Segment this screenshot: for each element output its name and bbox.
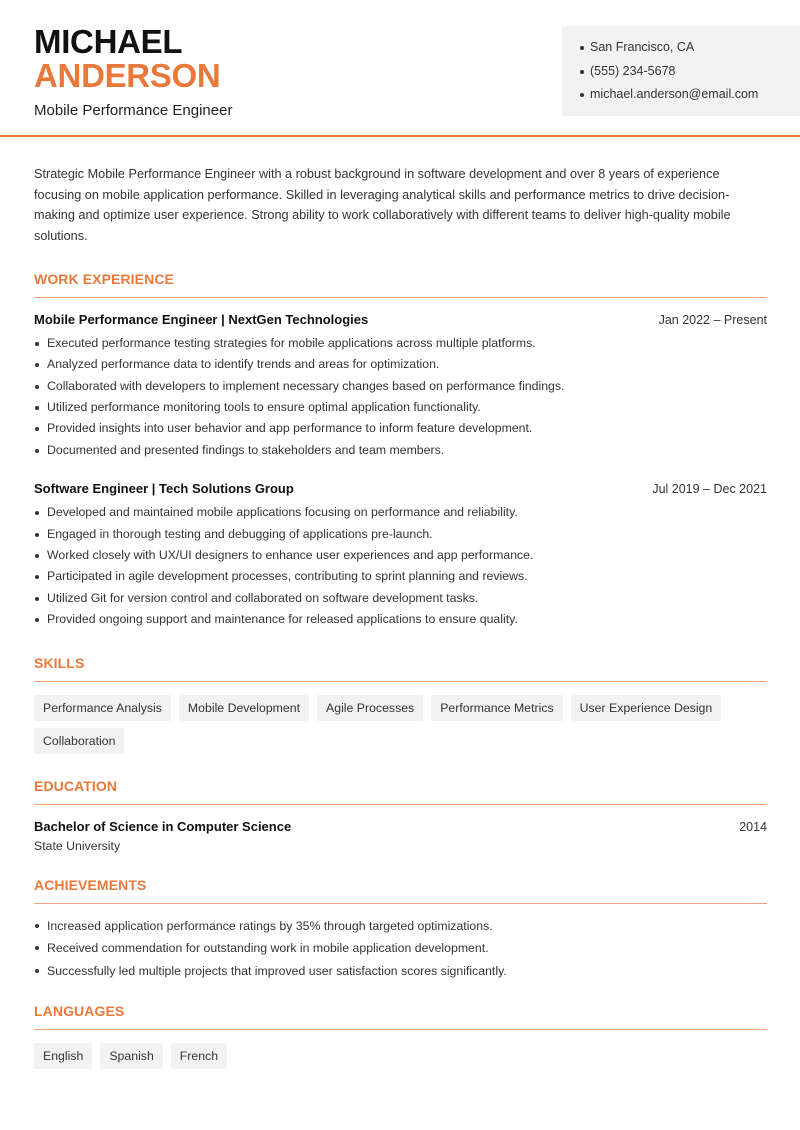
education-year: 2014 xyxy=(739,819,767,834)
name-block xyxy=(34,23,233,119)
job-head xyxy=(34,312,767,327)
contact-location: San Francisco, CA xyxy=(580,36,800,60)
list-item: Engaged in thorough testing and debugging of applications pre-launch. xyxy=(34,524,767,545)
education-degree: Bachelor of Science in Computer Science xyxy=(34,818,292,834)
list-item: Utilized Git for version control and collaborated on software development tasks. xyxy=(34,588,767,609)
skill-tag: Agile Processes xyxy=(317,695,423,721)
skill-tag: Performance Analysis xyxy=(34,695,171,721)
list-item: Executed performance testing strategies for mobile applications across multiple platforms. xyxy=(34,333,767,354)
list-item: Worked closely with UX/UI designers to enhance user experiences and app performance. xyxy=(34,545,767,566)
section-title-languages: LANGUAGES xyxy=(34,1003,767,1030)
list-item: Documented and presented findings to stakeholders and team members. xyxy=(34,440,767,461)
section-title-work: WORK EXPERIENCE xyxy=(34,271,767,298)
education-head xyxy=(34,819,767,834)
last-name: ANDERSON xyxy=(34,57,221,94)
list-item: Successfully led multiple projects that improved user satisfaction scores significantly. xyxy=(34,960,767,982)
job-entry xyxy=(34,312,767,461)
resume-header xyxy=(0,0,800,137)
section-title-education: EDUCATION xyxy=(34,778,767,805)
job-entry xyxy=(34,481,767,630)
skill-tag: Mobile Development xyxy=(179,695,309,721)
skills-list xyxy=(34,695,767,761)
list-item: Received commendation for outstanding work in mobile application development. xyxy=(34,937,767,959)
education-school: State University xyxy=(34,838,121,853)
job-bullets xyxy=(34,502,767,630)
job-head xyxy=(34,481,767,496)
job-dates: Jul 2019 – Dec 2021 xyxy=(652,482,767,497)
contact-phone: (555) 234-5678 xyxy=(580,60,800,84)
list-item: Analyzed performance data to identify trends and areas for optimization. xyxy=(34,354,767,375)
language-tag: English xyxy=(34,1043,92,1069)
skill-tag: User Experience Design xyxy=(571,695,722,721)
list-item: Increased application performance ratings by 35% through targeted optimizations. xyxy=(34,915,767,937)
list-item: Provided ongoing support and maintenance for released applications to ensure quality. xyxy=(34,609,767,630)
list-item: Participated in agile development processes, contributing to sprint planning and reviews. xyxy=(34,566,767,587)
language-tag: French xyxy=(171,1043,227,1069)
skill-tag: Collaboration xyxy=(34,728,124,754)
list-item: Utilized performance monitoring tools to ensure optimal application functionality. xyxy=(34,397,767,418)
language-tag: Spanish xyxy=(100,1043,162,1069)
languages-list xyxy=(34,1043,767,1076)
skill-tag: Performance Metrics xyxy=(431,695,562,721)
achievements-list xyxy=(34,915,767,982)
summary: Strategic Mobile Performance Engineer with a robust background in software development and over 8 years of experience focusing on mobile application performance. Skilled in leveraging analytical skills and performance metrics to drive decision-making and optimize user experience. Strong ability to work collaboratively with different teams to deliver high-quality mobile solutions. xyxy=(34,167,731,244)
contact-box xyxy=(562,26,800,116)
first-name: MICHAEL xyxy=(34,23,183,60)
list-item: Provided insights into user behavior and app performance to inform feature development. xyxy=(34,418,767,439)
job-dates: Jan 2022 – Present xyxy=(658,312,767,327)
resume-body xyxy=(34,164,767,1076)
job-title: Mobile Performance Engineer xyxy=(34,102,233,119)
list-item: Collaborated with developers to implement necessary changes based on performance findings. xyxy=(34,376,767,397)
section-title-achievements: ACHIEVEMENTS xyxy=(34,877,767,904)
list-item: Developed and maintained mobile applications focusing on performance and reliability. xyxy=(34,502,767,523)
job-role: Mobile Performance Engineer | NextGen Technologies xyxy=(34,311,369,327)
education-entry xyxy=(34,819,767,853)
job-role: Software Engineer | Tech Solutions Group xyxy=(34,481,294,497)
job-bullets xyxy=(34,333,767,461)
section-title-skills: SKILLS xyxy=(34,655,767,682)
contact-email: michael.anderson@email.com xyxy=(580,83,800,107)
